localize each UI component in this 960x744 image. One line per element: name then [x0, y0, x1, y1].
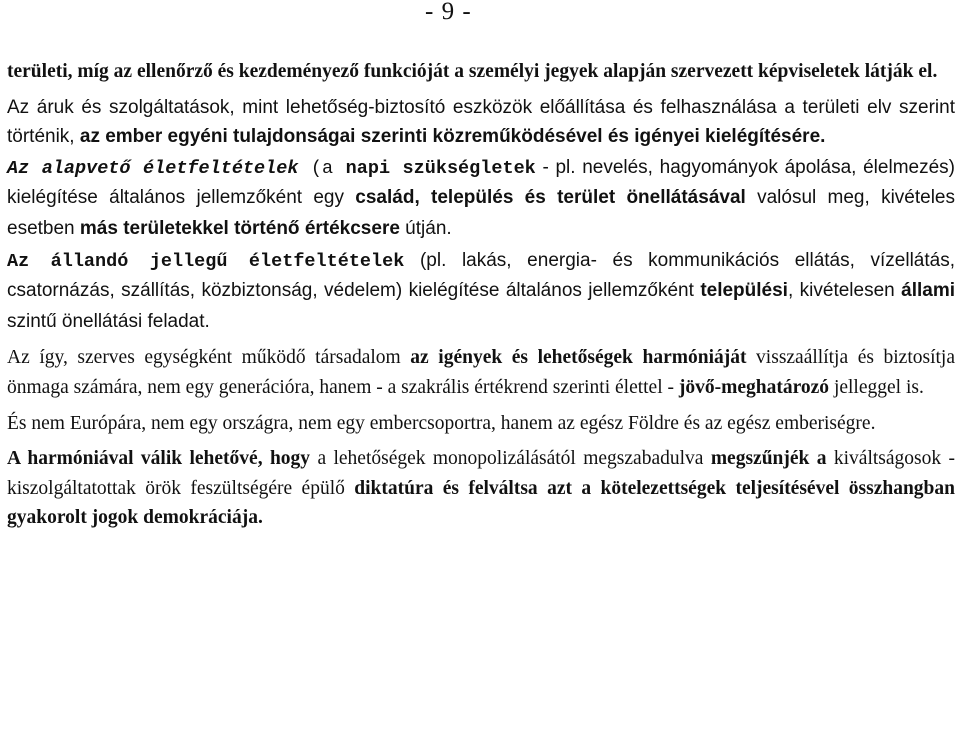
text-span: Az így, szerves egységként működő társadalom — [7, 347, 411, 369]
text-span: (pl. lakás, energia- és kommunikációs ellátás, vízellátás, csatornázás, szállítás, közbiztonság, védelem) kielégítése általános jellemzőként — [7, 249, 955, 302]
document-body — [7, 57, 955, 539]
text-span: útján. — [399, 217, 452, 239]
bold-span: más területekkel történő értékcsere — [79, 217, 400, 239]
bold-span: az igények és lehetőségek harmóniáját — [410, 347, 747, 369]
bold-span: települési — [700, 280, 788, 302]
bold-span: megszűnjék a — [710, 448, 827, 470]
bold-span: az ember egyéni tulajdonságai szerinti közreműködésével és igényei kielégítésére. — [79, 126, 826, 148]
text-span: - pl. nevelés, hagyományok ápolása, élelmezés) kielégítése általános jellemzőként egy — [7, 156, 955, 209]
paragraph-3 — [7, 153, 955, 245]
bold-span: állami — [901, 280, 955, 302]
paragraph-4 — [7, 246, 955, 338]
text-span: (a — [298, 157, 346, 179]
bold-span: család, település és terület önellátásával — [355, 187, 746, 209]
bold-span: A harmóniával válik lehetővé, hogy — [7, 448, 311, 470]
bold-span: jövő-meghatározó — [678, 376, 830, 398]
text-span: És nem Európára, nem egy országra, nem egy embercsoportra, hanem az egész Földre és az egész emberiségre. — [7, 412, 876, 434]
paragraph-1 — [7, 57, 955, 87]
text-span: jelleggel is. — [829, 376, 924, 398]
text-span: valósul meg, kivételes esetben — [7, 187, 955, 239]
page-number: - 9 - — [425, 0, 472, 25]
bold-span: napi szükségletek — [345, 157, 536, 179]
bold-span: diktatúra és felváltsa azt a kötelezettségek teljesítésével összhangban gyakorolt jogok demokráciája. — [7, 477, 956, 529]
text-span: visszaállítja és biztosítja önmaga számára, nem egy generációra, hanem - a szakrális értékrend szerinti élettel - — [7, 347, 955, 398]
paragraph-2 — [7, 93, 955, 152]
text-span: területi, míg az ellenőrző és kezdeményező funkcióját a személyi jegyek alapján szervezett képviseletek látják el. — [7, 61, 938, 82]
text-span: Az áruk és szolgáltatások, mint lehetőség-biztosító eszközök előállítása és felhasználása a területi elv szerint történik, — [7, 96, 955, 148]
bold-italic-span: Az alapvető életfeltételek — [7, 157, 299, 179]
text-span: kiváltságosok - kiszolgáltatottak örök feszültségére épülő — [7, 448, 955, 499]
paragraph-5 — [7, 343, 955, 402]
text-span: a lehetőségek monopolizálásától megszabadulva — [310, 448, 711, 470]
text-span: szintű önellátási feladat. — [7, 310, 210, 332]
paragraph-6 — [7, 409, 955, 439]
text-span: , kivételesen — [787, 280, 902, 302]
bold-span: Az állandó jellegű életfeltételek — [7, 250, 405, 272]
paragraph-7 — [7, 444, 955, 533]
